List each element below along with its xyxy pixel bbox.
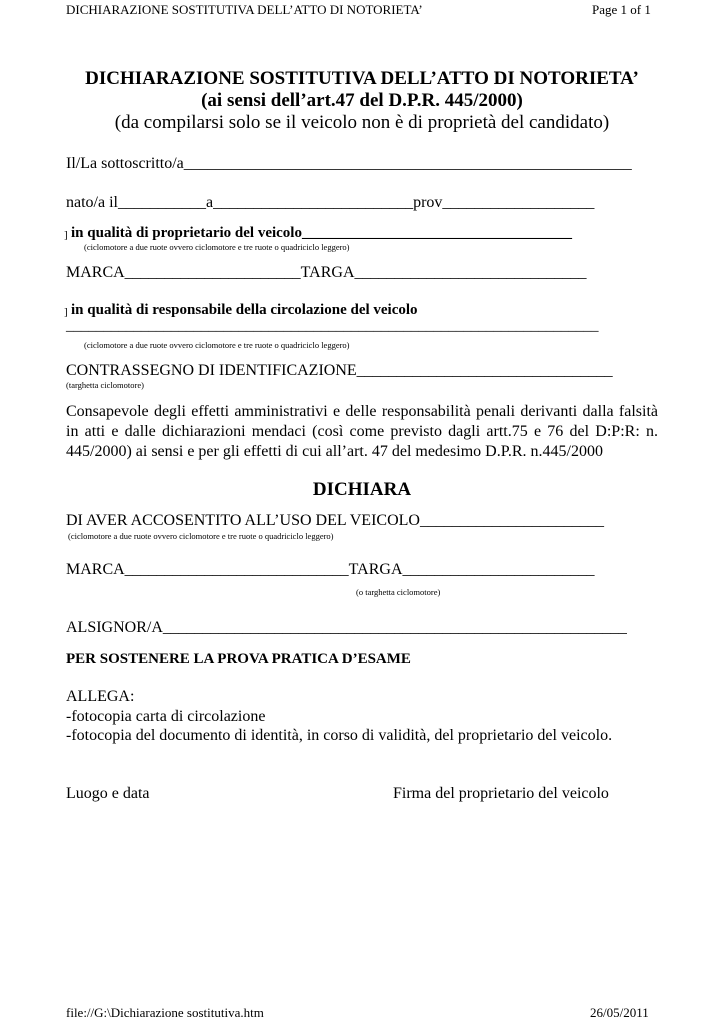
responsabile-line: _______________________________________________________________________ <box>66 318 599 334</box>
document-subtitle-note: (da compilarsi solo se il veicolo non è di proprietà del candidato) <box>114 112 610 133</box>
proprietario-checkbox-mark: ] <box>64 229 68 241</box>
sottoscritto-field: Il/La sottoscritto/a________________________________________________________ <box>66 155 632 172</box>
firma-label: Firma del proprietario del veicolo <box>393 785 609 802</box>
page-header-page-number: Page 1 of 1 <box>592 2 651 17</box>
birth-data-field: nato/a il___________a_________________________prov___________________ <box>66 194 595 211</box>
page-footer-date: 26/05/2011 <box>590 1005 649 1020</box>
signor-field: ALSIGNOR/A__________________________________________________________ <box>66 619 627 636</box>
purpose-line: PER SOSTENERE LA PROVA PRATICA D’ESAME <box>66 651 411 667</box>
consent-note: (ciclomotore a due ruote ovvero ciclomotore e tre ruote o quadriciclo leggero) <box>68 531 334 541</box>
marca-targa-field-2: MARCA____________________________TARGA________________________ <box>66 561 595 578</box>
contrassegno-note: (targhetta ciclomotore) <box>66 380 144 390</box>
allega-item: -fotocopia del documento di identità, in corso di validità, del proprietario del veicolo. <box>66 727 613 744</box>
responsabile-note: (ciclomotore a due ruote ovvero ciclomotore e tre ruote o quadriciclo leggero) <box>84 340 350 350</box>
allega-label: ALLEGA: <box>66 688 135 705</box>
targa-note: (o targhetta ciclomotore) <box>356 587 441 597</box>
page-header-title: DICHIARAZIONE SOSTITUTIVA DELL’ATTO DI NOTORIETA’ <box>66 2 423 17</box>
allega-item: -fotocopia carta di circolazione <box>66 708 266 725</box>
page-footer-file-path: file://G:\Dichiarazione sostitutiva.htm <box>66 1005 264 1020</box>
responsabile-field: in qualità di responsabile della circolazione del veicolo <box>71 302 418 318</box>
responsabile-checkbox-mark: ] <box>64 306 68 318</box>
statement-paragraph: Consapevole degli effetti amministrativi e delle responsabilità penali derivanti dalla falsità in atti e dalle dichiarazioni mendaci (così come previsto dagli artt.75 e 76 del D:P:R: n. 445/2000) ai sensi e per gli effetti di cui all’art. 47 del medesimo D.P.R. n.445/2000 <box>66 403 658 460</box>
contrassegno-field: CONTRASSEGNO DI IDENTIFICAZIONE________________________________ <box>66 362 613 379</box>
dichiara-heading: DICHIARA <box>312 479 412 500</box>
consent-field: DI AVER ACCOSENTITO ALL’USO DEL VEICOLO_______________________ <box>66 512 604 529</box>
proprietario-note: (ciclomotore a due ruote ovvero ciclomotore e tre ruote o quadriciclo leggero) <box>84 242 350 252</box>
proprietario-field: in qualità di proprietario del veicolo____________________________________ <box>71 225 572 241</box>
marca-targa-field-1: MARCA______________________TARGA_____________________________ <box>66 264 587 281</box>
luogo-data-label: Luogo e data <box>66 785 150 802</box>
document-title: DICHIARAZIONE SOSTITUTIVA DELL’ATTO DI NOTORIETA’ <box>85 68 639 89</box>
document-subtitle-law: (ai sensi dell’art.47 del D.P.R. 445/2000) <box>201 90 523 111</box>
